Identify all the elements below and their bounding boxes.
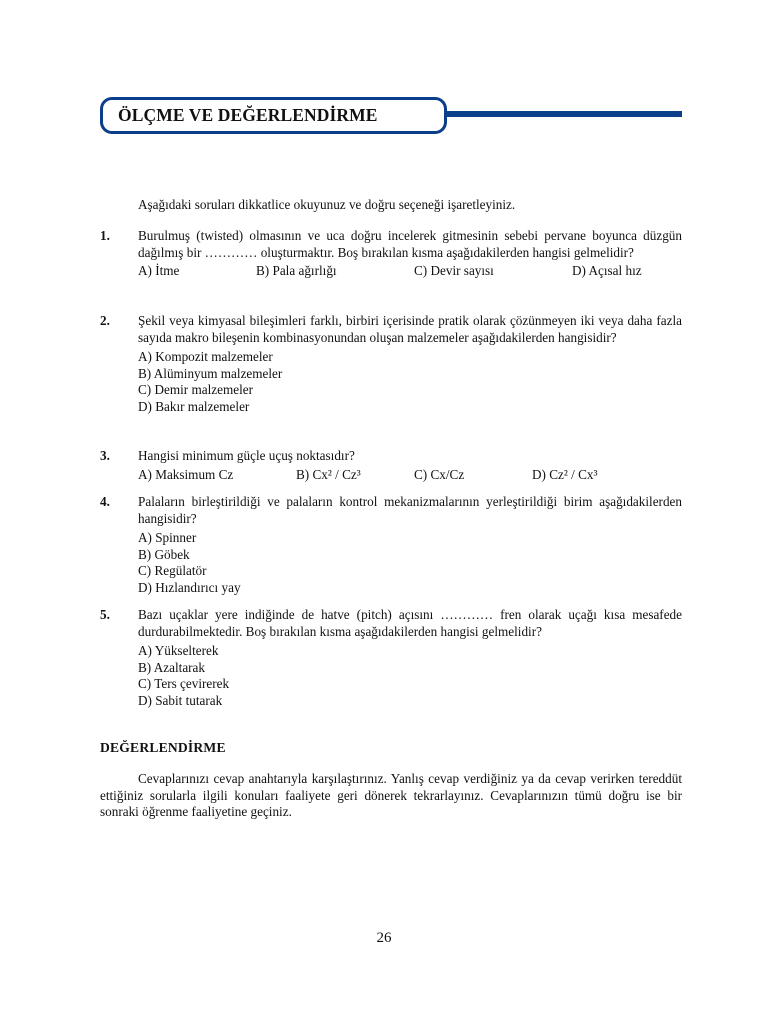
- question-4-number: 4.: [100, 494, 110, 509]
- question-2-text: Şekil veya kimyasal bileşimleri farklı, birbiri içerisinde pratik olarak çözünmeyen iki veya daha fazla sayıda makro bileşenin kombinasyonundan oluşan malzemeler aşağıdakilerden hangisidir?: [138, 313, 682, 345]
- question-1-options: [100, 263, 682, 280]
- question-2: [100, 313, 682, 415]
- instruction-text: Aşağıdaki soruları dikkatlice okuyunuz ve doğru seçeneği işaretleyiniz.: [138, 197, 516, 212]
- question-1-text: Burulmuş (twisted) olmasının ve uca doğru incelerek gitmesinin sebebi pervane boyunca düzgün dağılmış bir ………… oluşturmaktır. Boş bırakılan kısma aşağıdakilerden hangisi gelmelidir?: [138, 228, 682, 260]
- question-1-option-d: D) Açısal hız: [572, 263, 642, 278]
- question-5: [100, 607, 682, 709]
- question-1-option-c: C) Devir sayısı: [414, 263, 494, 278]
- question-1-number: 1.: [100, 228, 110, 243]
- title-rule: [420, 111, 682, 117]
- page-title: ÖLÇME VE DEĞERLENDİRME: [118, 105, 378, 125]
- question-2-option-d: D) Bakır malzemeler: [138, 398, 250, 414]
- question-3-number: 3.: [100, 448, 110, 463]
- question-3-text: Hangisi minimum güçle uçuş noktasıdır?: [138, 448, 355, 463]
- question-5-number: 5.: [100, 607, 110, 622]
- question-5-option-c: C) Ters çevirerek: [138, 676, 230, 691]
- question-2-option-a: A) Kompozit malzemeler: [138, 349, 273, 364]
- question-3-option-c: C) Cx/Cz: [414, 466, 465, 482]
- evaluation-heading: DEĞERLENDİRME: [100, 740, 226, 755]
- evaluation-paragraph: Cevaplarınızı cevap anahtarıyla karşılaştırınız. Yanlış cevap verdiğiniz ya da cevap verirken tereddüt ettiğiniz sorularla ilgili konuları faaliyete geri dönerek tekrarlayınız. Cevaplarınızın tümü doğru ise bir sonraki öğrenme faaliyetine geçiniz.: [100, 771, 682, 819]
- question-4-text: Palaların birleştirildiği ve palaların kontrol mekanizmalarının yerleştirildiği birim aşağıdakilerden hangisidir?: [138, 494, 682, 526]
- question-3: [100, 448, 682, 484]
- question-1-option-b: B) Pala ağırlığı: [256, 263, 337, 278]
- question-4-options: [138, 530, 682, 596]
- question-5-option-b: B) Azaltarak: [138, 659, 206, 675]
- question-4: [100, 494, 682, 596]
- question-3-option-d: D) Cz² / Cx³: [532, 466, 598, 482]
- question-1-option-a: A) İtme: [138, 263, 180, 278]
- question-5-text: Bazı uçaklar yere indiğinde de hatve (pitch) açısını ………… fren olarak uçağı kısa mesafede durdurabilmektedir. Boş bırakılan kısma aşağıdakilerden hangisi gelmelidir?: [138, 607, 682, 639]
- question-1: [100, 228, 682, 280]
- question-2-options: [138, 349, 682, 415]
- question-3-option-a: A) Maksimum Cz: [138, 466, 234, 482]
- question-5-options: [138, 643, 682, 709]
- question-3-option-b: B) Cx² / Cz³: [296, 466, 361, 482]
- question-4-option-d: D) Hızlandırıcı yay: [138, 579, 241, 595]
- question-4-option-b: B) Göbek: [138, 546, 190, 562]
- title-box: [100, 97, 447, 134]
- question-3-options: [100, 467, 682, 484]
- question-5-option-a: A) Yükselterek: [138, 643, 219, 658]
- question-2-option-c: C) Demir malzemeler: [138, 382, 253, 397]
- question-4-option-a: A) Spinner: [138, 530, 197, 545]
- page-number: 26: [376, 930, 392, 946]
- question-5-option-d: D) Sabit tutarak: [138, 692, 223, 708]
- question-2-number: 2.: [100, 313, 110, 328]
- question-4-option-c: C) Regülatör: [138, 563, 207, 578]
- question-2-option-b: B) Alüminyum malzemeler: [138, 365, 283, 381]
